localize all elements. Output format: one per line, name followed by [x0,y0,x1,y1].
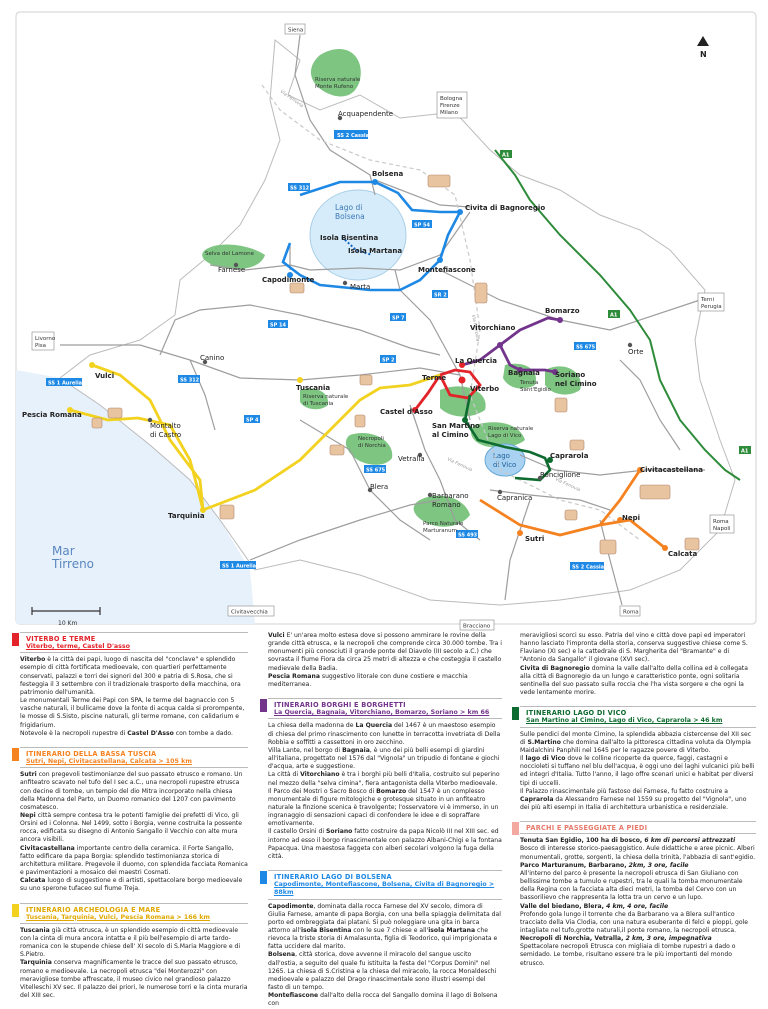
svg-text:Via Ferrovia: Via Ferrovia [446,457,473,474]
legend-borghi-head [268,698,502,719]
town-vetralla: Vetralla [398,455,425,463]
town-blera: Blera [370,483,389,491]
svg-text:Via Ferrovia: Via Ferrovia [470,314,480,342]
castle-icon [555,398,567,412]
legend-viterbo-subtitle: Viterbo, terme, Castel D'asso [26,643,131,651]
svg-text:Riserva naturale: Riserva naturale [315,77,361,83]
town-nepi: Nepi [622,514,641,522]
svg-text:di Tuscania: di Tuscania [303,401,334,407]
town-sutri: Sutri [525,535,545,543]
svg-text:SP 2: SP 2 [382,357,395,364]
town-capranica: Capranica [497,494,533,502]
legend-borghi-title: ITINERARIO BORGHI E BORGHETTI [274,701,406,710]
town-soriano-2: nel Cimino [555,380,597,388]
sea-label-2: Tirreno [52,557,95,571]
legend-archeo-title: ITINERARIO ARCHEOLOGIA E MARE [26,905,161,914]
town-montalto-2: di Castro [150,431,182,439]
legend-tuscia-head [20,747,248,768]
svg-text:SS 493: SS 493 [458,532,478,539]
legend-vico-head [520,706,756,727]
castle-icon [330,445,344,455]
svg-text:Riserva naturale: Riserva naturale [303,394,349,400]
dest-siena: Siena [288,27,304,34]
lake-vico-label-2: di Vico [493,461,517,469]
dest-napoli: Napoli [713,526,731,532]
dest-terni: Terni [701,297,714,303]
town-vulci: Vulci [95,372,115,380]
legend-vico-title: ITINERARIO LAGO DI VICO [526,709,627,718]
sea-label-1: Mar [52,544,75,558]
town-soriano-1: Soriano [555,371,586,379]
legend-archeo-text: Tuscania già città etrusca, è un splendido esempio di città medioevale con la cinta di mura ancora intatta e il più bell'esempio di arte tardo-romanica con le stupende chiese dell' XI secolo di S.Maria Maggiore e di S.Pietro. Tarquinia conserva magnificamente le tracce del suo passato etrusco, romano e medioevale. La necropoli etrusca "dei Monterozzi" con meravigliose tombe affrescate, il museo civico nel grandioso palazzo Vitelleschi XV sec. Il palazzo dei priori, le numerose torri e la cinta muraria del XIII sec. [20,926,248,1000]
town-san-martino-1: San Martino [432,422,480,430]
legend-archeo-subtitle: Tuscania, Tarquinia, Vulci, Pescia Romana > 166 km [26,913,210,921]
lake-bolsena-label-2: Bolsena [335,212,365,221]
legend-vulci-text: Vulci E' un'area molto estesa dove si possono ammirare le rovine della grande città etrusca, e la necropoli che comprende circa 30.000 tombe. Tra i monumenti più conosciuti il grande ponte del Diavolo (III secolo a.C.) che sovrasta il fiume Fiora da circa 25 metri di altezza e che costeggia il castello medievale della Badia. Pescia Romana suggestivo litorale con dune costiere e macchia mediterranea. [268,632,502,688]
svg-text:Parco Naturale: Parco Naturale [423,521,464,527]
town-ronciglione: Ronciglione [540,471,581,479]
svg-text:SS 2 Cassia: SS 2 Cassia [337,133,370,139]
town-tuscania: Tuscania [296,384,331,392]
legend-vico-color [512,707,519,720]
town-caprarola: Caprarola [550,452,589,460]
dest-roma: Roma [623,609,639,616]
svg-text:SS 312: SS 312 [180,377,200,384]
dest-civitavecchia: Civitavecchia [231,609,268,616]
town-montefiascone: Montefiascone [418,266,476,274]
svg-text:SP 7: SP 7 [392,315,405,322]
svg-text:A1: A1 [741,448,749,455]
town-canino: Canino [200,354,225,362]
town-civitacastellana: Civitacastellana [640,466,703,474]
town-montalto-1: Montalto [150,422,181,430]
lake-vico-label-1: Lago [493,452,510,460]
town-isola-bisentina: Isola Bisentina [320,234,379,242]
svg-text:Marturanum: Marturanum [423,528,457,534]
town-pescia: Pescia Romana [22,411,82,419]
dest-roma-a1: Roma [713,519,729,525]
town-barbarano-1: Barbarano [432,492,469,500]
monument-icon [640,485,670,499]
legend-vico [520,706,756,812]
svg-text:Monte Rufeno: Monte Rufeno [315,84,354,90]
svg-text:Sant'Egidio: Sant'Egidio [520,387,551,393]
legend-archeo-head [20,903,248,924]
legend-bolsena-title: ITINERARIO LAGO DI BOLSENA [274,873,392,882]
svg-text:Riserva naturale: Riserva naturale [488,426,534,432]
town-acquapendente: Acquapendente [338,110,394,118]
town-tarquinia: Tarquinia [168,512,205,520]
legend-bolsena-head [268,870,502,899]
dest-livorno: Livorno [35,336,56,342]
town-terme: Terme [422,374,447,382]
svg-text:SP 54: SP 54 [414,222,430,229]
castle-icon [290,283,304,293]
svg-text:Lago di Vico: Lago di Vico [488,433,522,439]
dest-pisa: Pisa [35,343,46,349]
dest-perugia: Perugia [701,304,722,310]
legend-parchi-color [512,822,519,835]
town-orte: Orte [628,348,644,356]
legend-tuscia-title: ITINERARIO DELLA BASSA TUSCIA [26,749,157,758]
castle-icon [475,283,487,303]
svg-text:Selva del Lamone: Selva del Lamone [205,251,254,257]
monument-icon [600,540,616,554]
svg-text:Tenuta: Tenuta [520,380,539,386]
town-bagnaia: Bagnaia [508,369,540,377]
legend-borghi-text: La chiesa della madonna de La Quercia del 1467 è un maestoso esempio di chiesa del primo rinascimento con lunette in terracotta invetriata di Della Robbia e soffitti a cassettoni in oro zecchino. Villa Lante, nel borgo di Bagnaia, è uno dei più belli esempi di giardini all'italiana, progettato nel 1576 dal "Vignola" un tripudio di fontane e giochi d'acqua, arte e suggestione. La città di Vitorchiano è tra i borghi più belli d'Italia, costruito sul peperino nel mezzo della "selva cimina", fiera antagonista della Viterbo medioevale. Il Parco dei Mostri o Sacro Bosco di Bomarzo del 1547 è un complesso monumentale di figure mitologiche e grotesque situato in un anfiteatro naturale la finzione scenica è travolgente; l'osservatore vi è immerso, in un ingranaggio di sensazioni capaci di confondere le idee e di sopraffare emotivamente. Il castello Orsini di Soriano fatto costruire da papa Nicolò III nel XIII sec. ed intorno ad esso il borgo rinascimentale con palazzo Albani-Chigi e la fontana Papacqua. Una maestosa faggeta con alberi secolari volgono la fuga della città. [268,722,502,860]
dest-firenze: Firenze [440,103,460,109]
castle-icon [570,440,584,450]
svg-text:SR 2: SR 2 [434,292,447,299]
legend-archeo [20,903,248,1001]
legend-borghi-subtitle: La Quercia, Bagnaia, Vitorchiano, Bomarzo, Soriano > km 66 [274,709,490,717]
legend-viterbo-text: Viterbo è la città dei papi, luogo di nascita del "conclave" e splendido esempio di città fortificata medioevale, con quartieri perfettamente conservati, palazzi e torri dei signori del 300 e patria di S.Rosa, che si festeggia il 3 settembre con il tradizionale trasporto della macchina, ora patrimonio dell'umanità. Le monumentali Terme dei Papi con SPA, le terme del bagnaccio con 5 vasche naturali, il bullicame dove la fonte di acqua calda si prorompente, le mosse di S.Sisto, piscine naturali, gli terme romane, con calidarium e frigidarium. Notevole è la necropoli rupestre di Castel D'Asso con tombe a dado. [20,656,245,737]
town-farnese: Farnese [218,266,246,274]
legend-borghi [268,698,502,861]
svg-text:SS 312: SS 312 [290,185,310,192]
legend-tuscia [20,747,248,894]
legend-parchi-title: PARCHI E PASSEGGIATE A PIEDI [526,824,648,833]
svg-text:A1: A1 [610,312,618,319]
tower-icon [355,415,365,427]
town-la-quercia: La Quercia [455,357,498,365]
town-vitorchiano: Vitorchiano [470,324,516,332]
legend-column-3 [520,632,756,988]
svg-text:SP 14: SP 14 [270,322,286,329]
legend-vico-subtitle: San Martino al Cimino, Lago di Vico, Caprarola > 46 km [526,717,723,725]
town-isola-martana: Isola Martana [348,247,403,255]
legend-tuscia-subtitle: Sutri, Nepi, Civitacastellana, Calcata > 105 km [26,758,192,766]
monument-icon [92,418,102,428]
legend-bolsena-subtitle: Capodimonte, Montefiascone, Bolsena, Civita di Bagnoregio > 88km [274,881,495,897]
legend-column-1 [20,632,248,1000]
legend-column-2 [268,632,502,1008]
legend-bolsena-color [260,871,267,884]
legend-parchi-text: Tenuta San Egidio, 100 ha di bosco, 6 km di percorsi attrezzati Bosco di interesse storico-paesaggistico. Aule didattiche e aree picnic. Alberi monumentali, grotte, sorgenti, la chiesa della trinità, l'abbazia di sant'egidio. Parco Marturanum, Barbarano, 2km, 3 ore, facile All'interno del parco è presente la necropoli etrusca di San Giuliano con bellissime tombe a tumulo e rupestri, tra le quali la tomba monumentale della Regina con la facciata alta dieci metri, la tomba del Cervo con un bassorilievo che rappresenta la lotta tra un cervo e un lupo. Valle del biedano, Blera, 4 km, 4 ore, facile Profondo gola lungo il torrente che da Barbarano va a Blera sull'antico tracciato della Via Clodia, con una natura esuberante di felci e pioppi, gole intagliate nel tufo,grotte naturali,il ponte romano, la necropoli etrusca. Necropoli di Norchia, Vetralla, 2 km, 3 ore, impegnativa Spettacolare necropoli Etrusca con migliaia di tombe rupestri a dado o semidado. Le tombe, risultano essere tra le più importanti del mondo etrusco. [520,837,756,967]
town-bomarzo: Bomarzo [545,307,580,315]
dest-bracciano: Bracciano [463,623,491,630]
monument-icon [685,538,699,550]
svg-text:SS 1 Aurelia: SS 1 Aurelia [222,563,257,570]
legend-bolsena [268,870,502,1009]
svg-text:SS 675: SS 675 [576,344,596,351]
monument-icon [428,175,450,187]
legend-bolsena-text: Capodimonte, dominata dalla rocca Farnese del XV secolo, dimora di Giulia Farnese, amante di papa Borgia, con una bella spiaggia delimitata dal porto ed ombreggiata dai platani. Si può noleggiare una gita in barca attorno all'isola Bisentina con le sue 7 chiese e all'isola Martana che rievoca la triste storia di Amalasunta, figlia di Teodorico, qui imprigionata e fatta uccidere dal marito. Bolsena, città storica, dove avvenne il miracolo del sangue uscito dall'ostia, a seguito del quale fu istituita la festa del "Corpus Domini" nel 1265. La chiesa di S.Cristina e la chiesa del miracolo, la rocca Monaldeschi medioevale e palazzo del Drago rinascimentale sono illustri esempi del fasto di un tempo. Montefiascone dall'alto della rocca del Sangallo domina il lago di Bolsena con [268,902,501,1008]
dest-bologna: Bologna [440,96,463,102]
svg-text:di Norchia: di Norchia [358,443,386,449]
lake-bolsena-label-1: Lago di [335,203,363,212]
legend-montefiascone-text: meravigliosi scorci su esso. Patria del vino e città dove papi ed imperatori hanno lasciato l'impronta della storia, conserva suggestive chiese come S. Flaviano (XI sec) e la cattedrale di S. Margherita del "Bramante" e di "Antonio da Sangallo" il giovane (XVI sec). Civita di Bagnoregio domina la valle dall'alto della collina ed è collegata alla città di Bagnoregio da un lungo e caratteristico ponte, ogni solitaria sentinella del suo passato sulla roccia che l'ha vista sorgere e che ogni la vede lentamente morire. [520,632,748,697]
legend-viterbo [20,632,248,738]
svg-text:SS 2 Cassia: SS 2 Cassia [572,564,605,571]
svg-text:SS 675: SS 675 [366,467,386,474]
scale-label: 10 Km [58,620,78,627]
town-bolsena: Bolsena [372,170,404,178]
north-label: N [700,50,707,59]
town-san-martino-2: al Cimino [432,431,469,439]
town-capodimonte: Capodimonte [262,276,315,284]
town-barbarano-2: Romano [432,501,461,509]
legend-viterbo-color [12,633,19,646]
svg-text:Via Ferrovia: Via Ferrovia [554,477,581,494]
svg-text:SS 1 Aurelia: SS 1 Aurelia [48,380,83,387]
legend-parchi [520,821,756,968]
legend-tuscia-text: Sutri con pregevoli testimonianze del suo passato etrusco e romano. Un anfiteatro scavato nel tufo del I sec a.C., una necropoli rupestre etrusca con decine di tombe, un tempio del dio Mitra incorporato nella chiesa della Madonna del Parto, un Duomo romanico del 1207 con pavimento cosmatesco. Nepi città sempre contesa tra le potenti famiglie dei prefetti di Vico, gli Orsini ed i Colonna. Nel 1499, sotto i Borgia, venne costruita la possente rocca, edificata su disegno di Antonio Sangallo il Vecchio con alte mura ancora visibili. Civitacastellana importante centro della ceramica. il Forte Sangallo, fatto edificare da papa Borgia: splendido testimonianza storica di architettura militare. Pregevole il duomo, con splendida facciata Romanica e pavimentazioni a mosaico dei maestri Cosmati. Calcata luogo di suggestione e di artisti, spettacolare borgo medioevale su uno sperone tufaceo sul fiume Treja. [20,771,248,893]
monument-icon [360,375,372,385]
legend-vico-text: Sulle pendici del monte Cimino, la splendida abbazia cistercense del XII sec di S.Martino che domina dall'alto la pittoresca cittadina voluta da Olympia Maidalchini Panphili nel 1645 per le ragazze povere di Viterbo. Il lago di Vico dove le colline ricoperte da querce, faggi, castagni e noccioleti si tuffano nel blu dell'acqua, è oggi uno dei laghi vulcanici più belli ed integri d'Italia. Tutto l'anno, il lago offre scenari unici e habitat per diversi tipi di uccelli. Il Palazzo rinascimentale più fastoso dei Farnese, fu fatto costruire a Caprarola da Alessandro Farnese nel 1559 su progetto del "Vignola", uno dei più alti esempi in Italia di architettura urbanistica e residenziale. [520,730,755,811]
svg-text:SP 4: SP 4 [246,417,259,424]
svg-text:Necropoli: Necropoli [358,436,384,442]
town-marta: Marta [350,283,371,291]
legend-tuscia-color [12,748,19,761]
legend-viterbo-title: VITERBO E TERME [26,635,96,643]
legend-parchi-head [520,821,756,834]
svg-text:Via Ferrovia: Via Ferrovia [278,89,304,110]
town-castel-dasso: Castel d'Asso [380,408,433,416]
legend-montefiascone [520,632,756,697]
svg-text:A1: A1 [502,152,510,159]
monument-icon [220,505,234,519]
legend-vulci [268,632,502,689]
legend-viterbo-head [20,632,248,653]
town-calcata: Calcata [668,550,698,558]
town-viterbo: Viterbo [470,385,500,393]
legend-archeo-color [12,904,19,917]
castle-icon [108,408,122,418]
dest-milano: Milano [440,110,459,116]
legend-borghi-color [260,699,267,712]
monument-icon [565,510,577,520]
town-civita: Civita di Bagnoregio [465,204,546,212]
